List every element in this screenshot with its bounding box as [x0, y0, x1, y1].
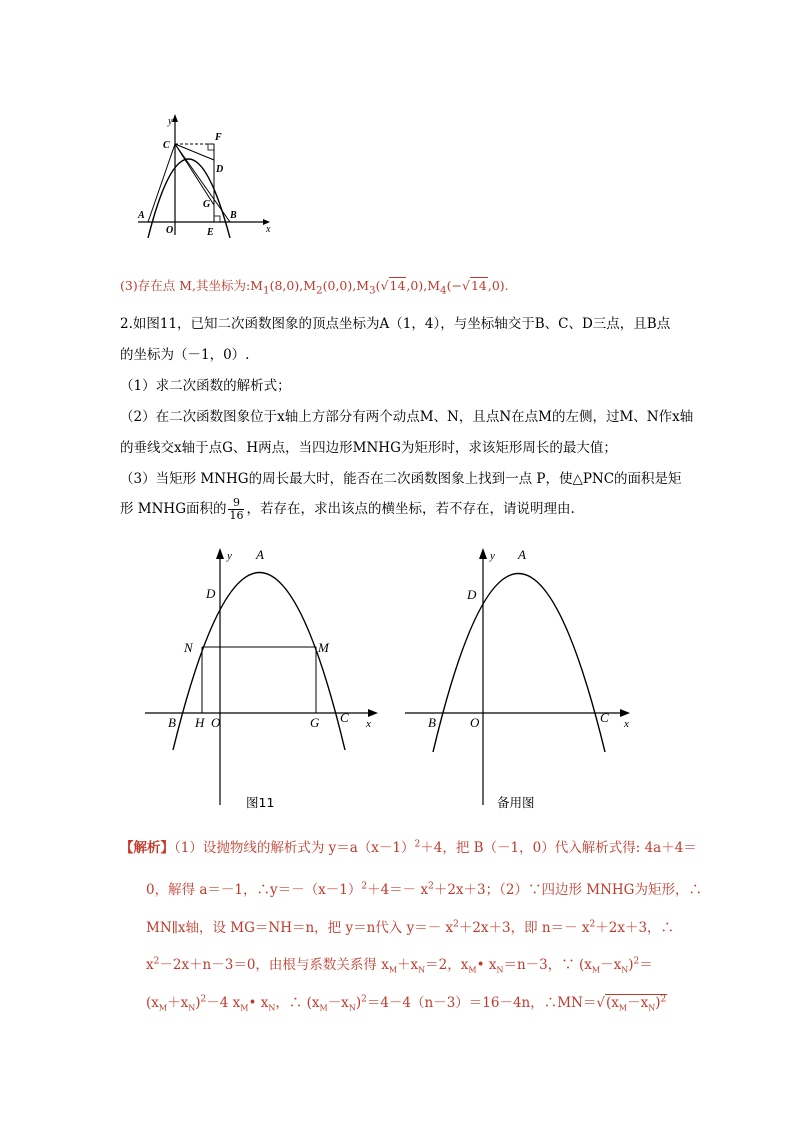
label-B: B [168, 715, 176, 730]
part3-answer: (3)存在点 M,其坐标为$:M_1(8,0),M_2(0,0),M_3(√14,0),M_4(-√14,0)$. [120, 278, 509, 297]
y-axis-arrow [216, 548, 224, 559]
label-C: C [600, 710, 609, 725]
parabola-curve [433, 574, 605, 753]
y-axis-arrow [172, 114, 178, 122]
label-y: y [490, 550, 495, 562]
solution-line-4: $x^2-2x+n-3=0$，由根与系数关系得 $x_M+x_N=2$，$x_M•$ $x_N=n-3$，∵ $(x_M-x_N)^2=$ [146, 956, 653, 975]
label-D: D [206, 586, 216, 601]
label-H: H [195, 715, 205, 730]
label-O: O [166, 225, 174, 236]
question-3-a: （3）当矩形 MNHG的周长最大时，能否在二次函数图象上找到一点 P，使△PNC的面积是矩 [120, 471, 682, 487]
label-A: A [138, 210, 145, 221]
x-axis-arrow [620, 709, 630, 717]
figure-11 [140, 545, 385, 810]
label-C: C [163, 140, 170, 151]
label-E: E [207, 227, 214, 238]
figure-top-parabola [118, 110, 278, 240]
right-angle-E [214, 216, 220, 222]
fraction-9-16: $\frac{9}{16}$ [229, 496, 244, 522]
label-B: B [230, 210, 237, 221]
label-B: B [428, 715, 436, 730]
problem-line-1: 2.如图11，已知二次函数图象的顶点坐标为A（1，4），与坐标轴交于B、C、D三点，且B点 [120, 316, 671, 332]
label-D: D [216, 164, 224, 175]
solution-line-3: MN∥x轴，设 MG＝NH＝n，把 y＝n代入 $y=- x^2+2x+3$，即 $n=- x^2+2x+3$，∴ [146, 919, 675, 936]
label-F: F [215, 132, 222, 143]
label-x: x [366, 718, 371, 730]
label-G: G [203, 199, 211, 210]
label-A: A [518, 547, 526, 562]
figure-11-caption: 图11 [246, 795, 275, 810]
label-O: O [211, 715, 221, 730]
right-angle-F [208, 144, 214, 150]
figure-spare [400, 545, 640, 810]
question-1: （1）求二次函数的解析式； [120, 378, 291, 394]
label-G: G [310, 715, 320, 730]
label-y: y [227, 550, 232, 562]
problem-line-2: 的坐标为（－1，0）. [120, 347, 250, 363]
label-N: N [184, 640, 193, 655]
solution-line-2: 0，解得 a＝－1，$\therefore y=-(x-1)^2+4=- x^2+2x+3$；（2）∵四边形 MNHG为矩形，∴ [146, 881, 702, 898]
label-O: O [470, 715, 480, 730]
label-M: M [318, 640, 329, 655]
x-axis-arrow [368, 709, 378, 717]
solution-line-1: 【解析】（1）设抛物线的解析式为 $y=a(x-1)^2+4$，把 B（－1，0）代入解析式得: 4a＋4＝ [120, 839, 697, 856]
segment-CA [148, 144, 175, 222]
label-C: C [340, 710, 349, 725]
y-axis-arrow [479, 548, 487, 559]
question-3-b: 形 MNHG面积的 $\frac{9}{16}$ ，若存在，求出该点的横坐标，若不存在，请说明理由. [120, 496, 575, 522]
figure-spare-caption: 备用图 [497, 795, 535, 810]
question-2-a: （2）在二次函数图象位于x轴上方部分有两个动点M、N，且点N在点M的左侧，过M、N作x轴 [120, 409, 694, 425]
label-x: x [624, 718, 629, 730]
label-y: y [168, 116, 173, 127]
label-D: D [467, 587, 477, 602]
label-x: x [266, 224, 271, 235]
question-2-b: 的垂线交x轴于点G、H两点，当四边形MNHG为矩形时，求该矩形周长的最大值； [120, 440, 617, 456]
label-A: A [256, 547, 264, 562]
solution-line-5: $(x_M+x_N)^2-4$ $x_M•$ $x_N$，∴ $(x_M-x_N)^2=4-4(n-3)=16-4n$，$\therefore MN=√(x_M-x_N)^2$ [146, 994, 667, 1013]
segment-CG [175, 144, 214, 205]
